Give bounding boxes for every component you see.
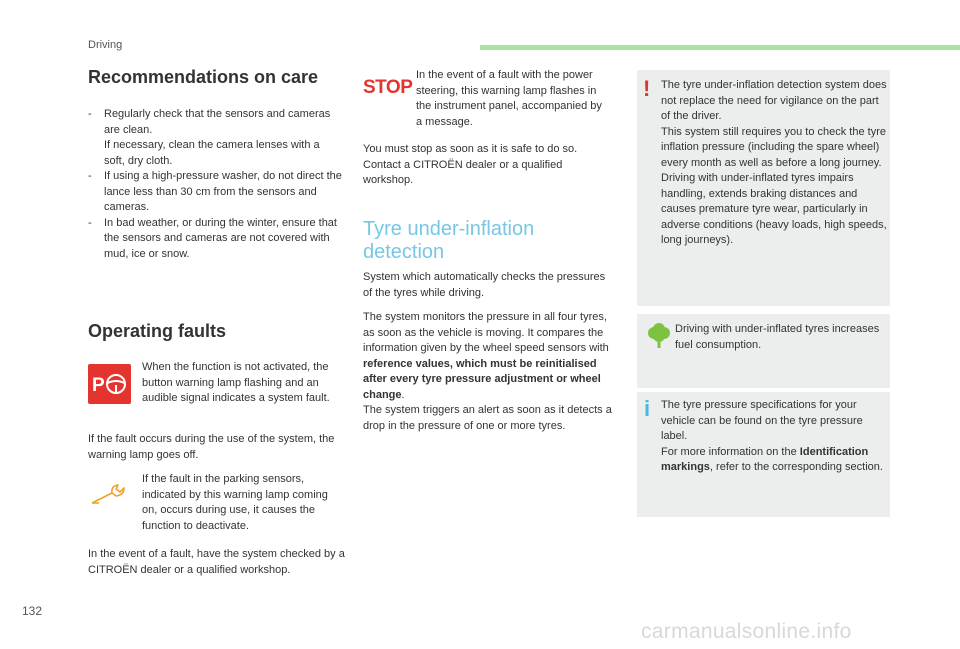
system-description-text: System which automatically checks the pressures of the tyres while driving.	[363, 271, 606, 299]
fault-indication-text: When the function is not activated, the button warning lamp flashing and an audible signal indicates a system fault.	[142, 361, 330, 404]
list-item	[88, 216, 343, 263]
stop-warning-icon	[363, 77, 413, 101]
park-assist-warning-icon	[88, 364, 131, 404]
stop-label: STOP	[363, 77, 413, 98]
bullet-dash: -	[88, 216, 92, 229]
bullet-text: In bad weather, or during the winter, ensure that the sensors and cameras are not covered with mud, ice or snow.	[104, 216, 337, 260]
bullet-subtext: If necessary, clean the camera lenses with a soft, dry cloth.	[104, 139, 320, 167]
wrench-icon	[90, 482, 130, 506]
care-bullet-list	[88, 107, 343, 262]
eco-text: Driving with under-inflated tyres increases fuel consumption.	[675, 323, 880, 351]
info-text-part: For more information on the	[661, 445, 800, 458]
system-monitor-text	[363, 310, 613, 434]
list-item	[88, 107, 343, 169]
section-label: Driving	[88, 39, 123, 51]
identification-markings-link: Identification markings	[661, 445, 869, 473]
monitor-text-end: .	[401, 388, 405, 401]
info-text	[661, 398, 887, 476]
warning-paragraph: Driving with under-inflated tyres impairs handling, extends braking distances and causes premature tyre wear, particularly in adverse conditions (heavy loads, high speeds, long journeys).	[661, 172, 887, 246]
power-steering-fault-text: In the event of a fault with the power steering, this warning lamp flashes in the instrument panel, accompanied by a message.	[416, 69, 602, 128]
fault-use-text: If the fault occurs during the use of the system, the warning lamp goes off.	[88, 433, 335, 461]
must-stop-text: You must stop as soon as it is safe to do so. Contact a CITROËN dealer or a qualified workshop.	[363, 143, 578, 186]
have-checked-text: In the event of a fault, have the system checked by a CITROËN dealer or a qualified workshop.	[88, 548, 345, 576]
watermark: carmanualsonline.info	[641, 620, 852, 643]
list-item	[88, 169, 343, 216]
svg-text:P: P	[92, 375, 105, 396]
alert-text: The system triggers an alert as soon as it detects a drop in the pressure of one or more tyres.	[363, 404, 612, 432]
eco-panel	[637, 314, 890, 388]
section-bar	[480, 45, 960, 50]
recommendations-title: Recommendations on care	[88, 67, 319, 87]
page-number: 132	[22, 604, 43, 618]
tyre-detection-title: Tyre under-inflation detection	[363, 218, 535, 263]
info-paragraph: The tyre pressure specifications for your vehicle can be found on the tyre pressure label.	[661, 399, 863, 442]
eco-tree-icon	[645, 322, 673, 350]
monitor-text-part: The system monitors the pressure in all four tyres, as soon as the vehicle is moving. It compares the information given by the wheel speed sensors with	[363, 311, 609, 354]
warning-text	[661, 78, 887, 249]
parking-sensor-fault-text: If the fault in the parking sensors, indicated by this warning lamp coming on, occurs during use, it causes the function to deactivate.	[142, 473, 328, 532]
warning-panel	[637, 70, 890, 306]
bullet-dash: -	[88, 108, 92, 120]
info-icon: i	[644, 396, 651, 421]
warning-paragraph: The tyre under-inflation detection system does not replace the need for vigilance on the part of the driver.	[661, 79, 887, 122]
info-paragraph	[661, 445, 887, 476]
monitor-text-bold: reference values, which must be reinitialised after every tyre pressure adjustment or wheel change	[363, 357, 601, 401]
info-text-end: , refer to the corresponding section.	[709, 461, 883, 473]
warning-icon: !	[643, 76, 651, 101]
info-panel	[637, 392, 890, 517]
bullet-dash: -	[88, 170, 92, 182]
bullet-text: Regularly check that the sensors and cameras are clean.	[104, 108, 331, 136]
warning-paragraph: This system still requires you to check the tyre inflation pressure (including the spare wheel) every month as well as before a long journey.	[661, 125, 886, 169]
bullet-text: If using a high-pressure washer, do not direct the lance less than 30 cm from the sensors and cameras.	[104, 170, 342, 213]
operating-faults-title: Operating faults	[88, 321, 227, 341]
